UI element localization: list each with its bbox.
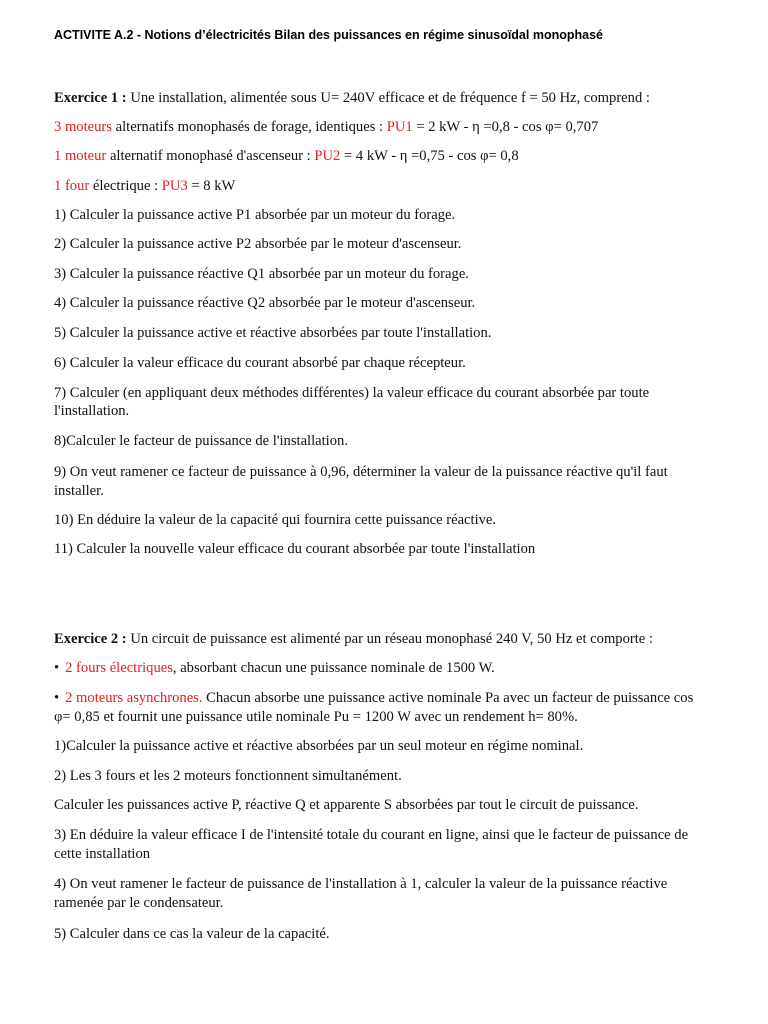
ex2-question-2: 2) Les 3 fours et les 2 moteurs fonctionnent simultanément. [54,768,402,784]
ex2-intro: Un circuit de puissance est alimenté par un réseau monophasé 240 V, 50 Hz et comporte : [126,631,653,647]
ex2-question-3-line2: cette installation [54,846,151,862]
ex1-item-1 [54,118,714,136]
ex2-question-2b: Calculer les puissances active P, réactive Q et apparente S absorbées par tout le circuit de puissance. [54,797,639,813]
ex1-question-11: 11) Calculer la nouvelle valeur efficace du courant absorbée par toute l'installation [54,541,536,557]
ex2-intro-line [54,630,714,648]
ex1-item2-qty: 1 moteur [54,148,107,164]
ex1-item3-values: = 8 kW [187,178,236,194]
ex1-question-8: 8)Calculer le facteur de puissance de l'installation. [54,433,348,449]
ex2-question-4-line2: ramenée par le condensateur. [54,895,224,911]
ex1-question-9-line2: installer. [54,483,104,499]
ex1-question-3: 3) Calculer la puissance réactive Q1 absorbée par un moteur du forage. [54,266,469,282]
ex1-question-1: 1) Calculer la puissance active P1 absorbée par un moteur du forage. [54,207,456,223]
ex1-question-9-line1: 9) On veut ramener ce facteur de puissance à 0,96, déterminer la valeur de la puissance réactive qu'il faut [54,464,668,480]
ex1-item1-text: alternatifs monophasés de forage, identiques : [111,119,387,135]
ex2-bullet1-text: , absorbant chacun une puissance nominale de 1500 W. [172,660,495,676]
ex1-question-10: 10) En déduire la valeur de la capacité qui fournira cette puissance réactive. [54,512,497,528]
ex2-question-4-line1: 4) On veut ramener le facteur de puissance de l'installation à 1, calculer la valeur de la puissance réactive [54,876,668,892]
ex1-intro-line [54,89,714,107]
ex1-item1-code: PU1 [386,119,413,135]
ex2-question-3-line1: 3) En déduire la valeur efficace I de l'intensité totale du courant en ligne, ainsi que le facteur de puissance de [54,827,689,843]
bullet-icon: • [54,690,60,706]
ex2-bullet-2 [54,689,714,707]
ex1-question-7-line2: l'installation. [54,403,130,419]
ex1-question-6: 6) Calculer la valeur efficace du courant absorbé par chaque récepteur. [54,355,466,371]
ex2-bullet2-text: Chacun absorbe une puissance active nominale Pa avec un facteur de puissance cos [202,690,694,706]
ex2-bullet-1 [54,659,714,677]
ex2-bullet2-red: 2 moteurs asynchrones. [65,690,203,706]
bullet-icon: • [54,660,60,676]
ex1-item2-code: PU2 [314,148,341,164]
ex1-item3-text: électrique : [89,178,162,194]
ex1-item3-qty: 1 four [54,178,90,194]
ex1-heading: Exercice 1 : [54,90,127,106]
ex2-bullet-2-line2: φ= 0,85 et fournit une puissance utile nominale Pu = 1200 W avec un rendement h= 80%. [54,709,578,725]
ex1-item1-values: = 2 kW - η =0,8 - cos φ= 0,707 [412,119,599,135]
ex2-heading: Exercice 2 : [54,631,127,647]
ex1-item2-values: = 4 kW - η =0,75 - cos φ= 0,8 [340,148,519,164]
ex2-question-5: 5) Calculer dans ce cas la valeur de la capacité. [54,926,330,942]
document-title: ACTIVITE A.2 - Notions d’électricités Bilan des puissances en régime sinusoïdal monophasé [54,28,603,42]
ex1-intro: Une installation, alimentée sous U= 240V efficace et de fréquence f = 50 Hz, comprend : [126,90,650,106]
ex2-question-1: 1)Calculer la puissance active et réactive absorbées par un seul moteur en régime nominal. [54,738,584,754]
ex1-question-7-line1: 7) Calculer (en appliquant deux méthodes différentes) la valeur efficace du courant absorbée par toute [54,385,650,401]
ex1-item3-code: PU3 [161,178,188,194]
ex2-bullet1-red: 2 fours électriques [65,660,173,676]
ex1-question-2: 2) Calculer la puissance active P2 absorbée par le moteur d'ascenseur. [54,236,462,252]
ex1-item2-text: alternatif monophasé d'ascenseur : [106,148,315,164]
ex1-item1-qty: 3 moteurs [54,119,112,135]
ex1-item-2 [54,147,714,165]
ex1-question-4: 4) Calculer la puissance réactive Q2 absorbée par le moteur d'ascenseur. [54,295,476,311]
ex1-question-5: 5) Calculer la puissance active et réactive absorbées par toute l'installation. [54,325,492,341]
ex1-item-3 [54,177,714,195]
